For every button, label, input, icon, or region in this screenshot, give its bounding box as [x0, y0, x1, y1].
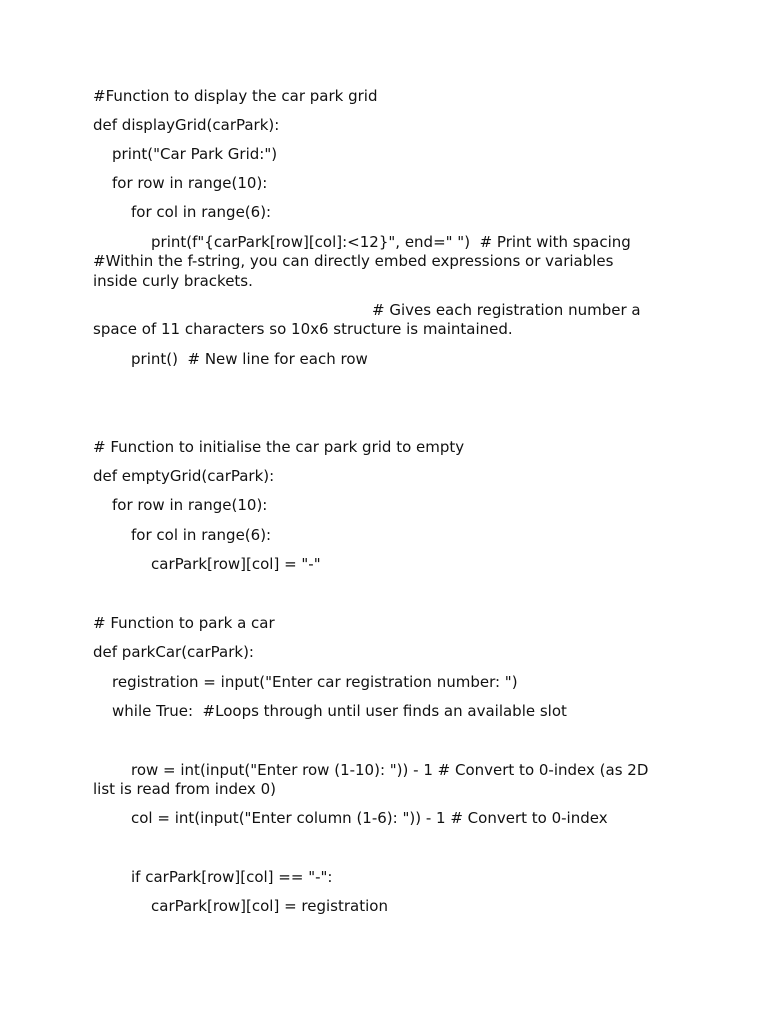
- comment-park-car: # Function to park a car: [93, 614, 275, 632]
- code-line: carPark[row][col] = "-": [151, 555, 321, 573]
- code-line: for col in range(6):: [131, 526, 272, 544]
- def-display-grid: def displayGrid(carPark):: [93, 116, 280, 134]
- comment-line: list is read from index 0): [93, 780, 276, 798]
- code-line: print("Car Park Grid:"): [112, 145, 278, 163]
- code-line: print() # New line for each row: [131, 350, 368, 368]
- def-park-car: def parkCar(carPark):: [93, 643, 254, 661]
- code-line: for row in range(10):: [112, 174, 268, 192]
- code-line: carPark[row][col] = registration: [151, 897, 388, 915]
- def-empty-grid: def emptyGrid(carPark):: [93, 467, 275, 485]
- comment-line: inside curly brackets.: [93, 272, 253, 290]
- comment-line: # Gives each registration number a: [372, 301, 641, 319]
- comment-empty-grid: # Function to initialise the car park grid to empty: [93, 438, 465, 456]
- code-line: row = int(input("Enter row (1-10): ")) - 1 # Convert to 0-index (as 2D: [131, 761, 649, 779]
- code-line: for col in range(6):: [131, 203, 272, 221]
- comment-line: #Within the f-string, you can directly embed expressions or variables: [93, 252, 614, 270]
- comment-display-grid: #Function to display the car park grid: [93, 87, 378, 105]
- code-line: col = int(input("Enter column (1-6): ")) - 1 # Convert to 0-index: [131, 809, 608, 827]
- code-line: if carPark[row][col] == "-":: [131, 868, 333, 886]
- comment-line: space of 11 characters so 10x6 structure is maintained.: [93, 320, 513, 338]
- code-line: registration = input("Enter car registration number: "): [112, 673, 518, 691]
- code-line: for row in range(10):: [112, 496, 268, 514]
- code-line: while True: #Loops through until user finds an available slot: [112, 702, 567, 720]
- code-line: print(f"{carPark[row][col]:<12}", end=" ") # Print with spacing: [151, 233, 631, 251]
